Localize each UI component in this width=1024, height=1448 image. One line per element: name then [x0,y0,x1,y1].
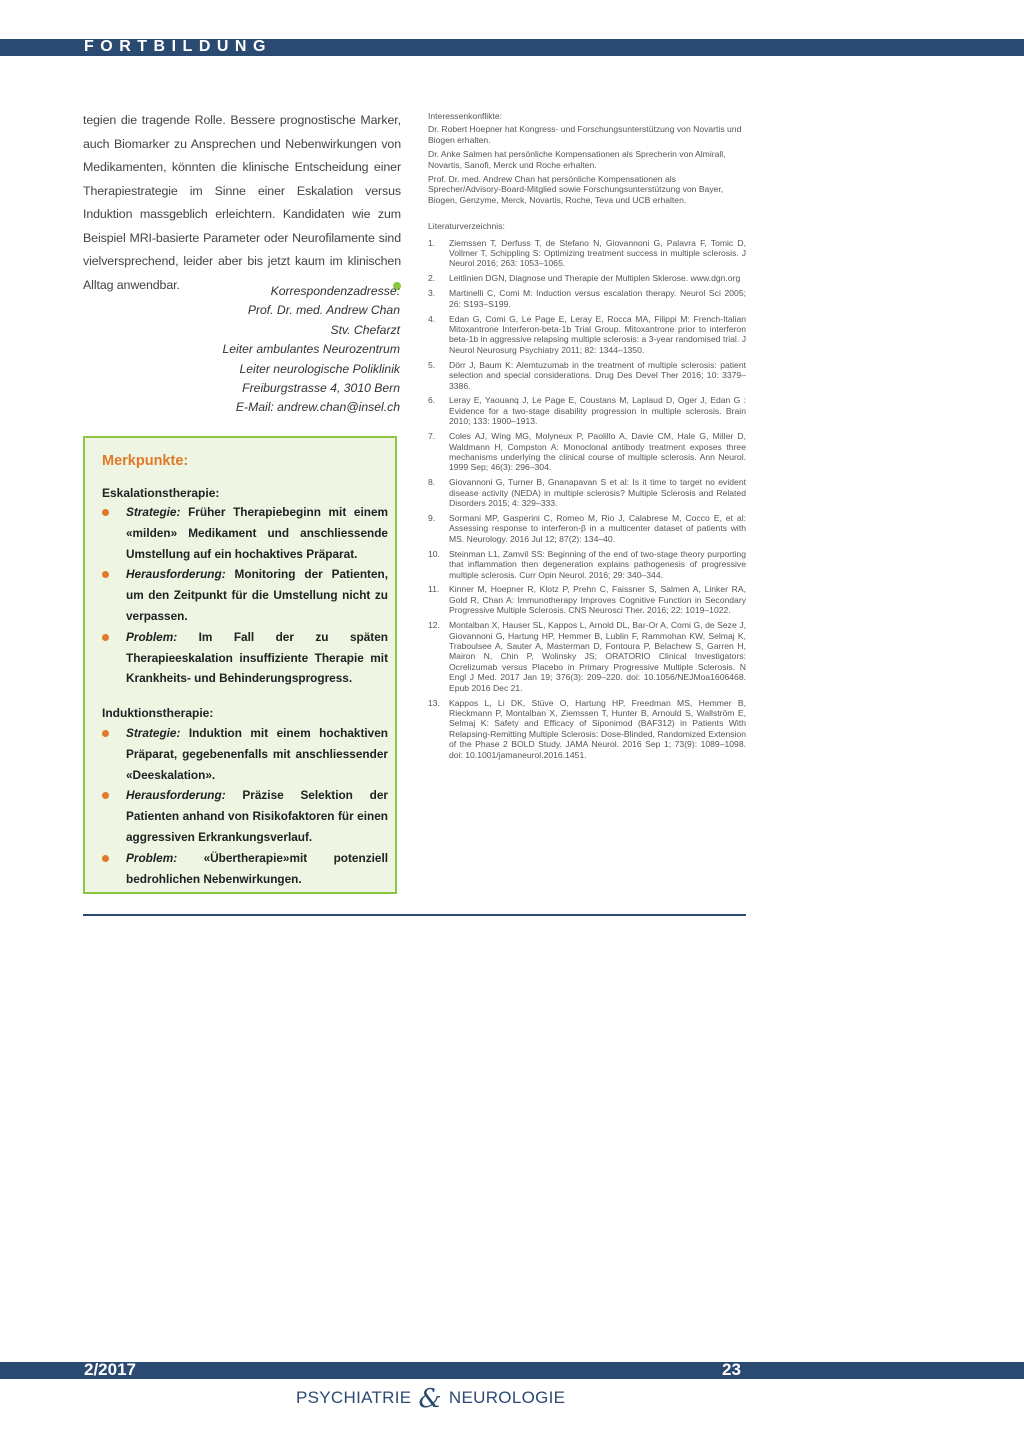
reference-item [428,620,746,693]
reference-text: Steinman L1, Zamvil SS: Beginning of the end of two-stage theory purporting that inflammation then degeneration explains pathogenesis of progressive multiple sclerosis. Curr Opin Neurol. 2016; 29: 340–344. [449,548,746,580]
reference-number: 4. [428,313,436,324]
reference-text: Edan G, Comi G, Le Page E, Leray E, Rocca MA, Filippi M: French-Italian Mitoxantrone Interferon-beta-1b Trial Group. Mitoxantrone prior to interferon beta-1b in aggressive relapsing multiple sclerosis: a 3-year randomised trial. J Neurol Neurosurg Psychiatry 2011; 82: 1344–1350. [449,313,746,355]
reference-number: 10. [428,548,440,559]
section-title: FORTBILDUNG [84,38,272,55]
list-item [102,627,388,689]
conflict-item: Prof. Dr. med. Andrew Chan hat persönliche Kompensationen als Sprecher/Advisory-Board-Mitglied sowie Forschungsunterstützung von Bayer, Biogen, Genzyme, Merck, Novartis, Roche, Teva und UCB erhalten. [428,174,724,205]
contact-email: E-Mail: andrew.chan@insel.ch [235,400,400,415]
conflicts-heading: Interessenkonflikte: [428,111,503,121]
reference-number: 8. [428,477,436,488]
journal-name-left: PSYCHIATRIE [296,1388,412,1407]
induction-heading: Induktionstherapie: [102,706,214,720]
reference-text: Dörr J, Baum K: Alemtuzumab in the treatment of multiple sclerosis: patient selection and special considerations. Drug Des Devel Ther 2016; 10: 3379–3386. [449,359,746,391]
item-label: Strategie: [126,726,181,740]
item-label: Problem: [126,850,178,865]
list-item [102,564,388,626]
item-text: «Übertherapie»mit potenziell bedrohlichen Nebenwirkungen. [126,850,388,886]
reference-item [428,431,746,473]
contact-line: Leiter neurologische Poliklinik [239,361,400,376]
contact-line: Freiburgstrasse 4, 3010 Bern [242,381,400,396]
reference-text: Kinner M, Hoepner R, Klotz P, Prehn C, Faissner S, Salmen A, Linker RA, Gold R, Chan A: Immunotherapy Improves Cognitive Function in Secondary Progressive Multiple Sclerosis. CNS Neurosci Ther. 2016; 22: 1019–1022. [449,584,746,616]
list-item [102,502,388,564]
reference-item [428,584,746,615]
journal-name-right: NEUROLOGIE [448,1388,566,1407]
item-label: Herausforderung: [126,567,226,582]
reference-number: 12. [428,620,440,631]
footer-bar [0,1362,1024,1379]
reference-number: 13. [428,697,440,708]
page-number: 23 [722,1360,741,1379]
reference-number: 6. [428,395,436,406]
reference-item [428,314,746,356]
reference-number: 7. [428,431,436,442]
reference-text: Ziemssen T, Derfuss T, de Stefano N, Giovannoni G, Palavra F, Tomic D, Vollmer T, Schippling S: Optimizing treatment success in multiple sclerosis. J Neurol 2016; 263: 1053–1065. [449,237,746,269]
contact-line: Korrespondenzadresse: [270,284,400,298]
contact-line: Leiter ambulantes Neurozentrum [222,342,400,357]
reference-item [428,477,746,508]
item-text: Induktion mit einem hochaktiven Präparat, gegebenenfalls mit anschliessender «Deeskalation». [126,726,388,782]
issue-number: 2/2017 [84,1360,136,1379]
item-label: Strategie: [126,505,181,519]
reference-item [428,273,746,283]
reference-text: Leitlinien DGN, Diagnose und Therapie der Multiplen Sklerose. www.dgn.org [449,273,741,284]
reference-item [428,395,746,426]
journal-logo [296,1380,566,1414]
bullet-icon [102,571,109,578]
reference-item [428,513,746,544]
reference-text: Martinelli C, Comi M: Induction versus escalation therapy. Neurol Sci 2005; 26: S193–S199. [449,288,746,309]
contact-line: Stv. Chefarzt [330,322,400,337]
contact-line: Prof. Dr. med. Andrew Chan [247,303,400,318]
reference-text: Sormani MP, Gasperini C, Romeo M, Rio J, Calabrese M, Cocco E, et al: Assessing response to interferon-β in a multicenter dataset of patients with MS. Neurology. 2016 Jul 12; 87(2): 134–40. [449,513,746,544]
journal-ampersand: & [418,1384,442,1414]
notes-column [428,111,746,764]
item-text: Früher Therapiebeginn mit einem «milden» Medikament und anschliessende Umstellung auf ein hochaktives Präparat. [126,505,388,561]
escalation-list [102,502,388,689]
bullet-icon [102,855,109,862]
item-text: Im Fall der zu späten Therapieeskalation insuffiziente Therapie mit Krankheits- und Behinderungsprogress. [126,629,388,686]
item-text: Präzise Selektion der Patienten anhand von Risikofaktoren für einen aggressiven Erkrankungsverlauf. [126,788,388,844]
escalation-heading: Eskalationstherapie: [102,486,220,500]
reference-item [428,360,746,391]
body-paragraph-text: tegien die tragende Rolle. Bessere prognostische Marker, auch Biomarker zu Ansprechen und Nebenwirkungen von Medikamenten, könnten die klinische Entscheidung einer Therapiestrategie im Sinne einer Eskalation versus Induktion massgeblich erleichtern. Kandidaten wie zum Beispiel MRI-basierte Parameter oder Neurofilamente sind vielversprechend, leider aber bis jetzt kaum im klinischen Alltag anwendbar. [83,113,401,292]
reference-text: Montalban X, Hauser SL, Kappos L, Arnold DL, Bar-Or A, Comi G, de Seze J, Giovannoni G, Hartung HP, Hemmer B, Lublin F, Rammohan KW, Selmaj K, Traboulsee A, Sauter A, Masterman D, Fontoura P, Belachew S, Garren H, Mairon N, Chin P, Wolinsky JS; ORATORIO Clinical Investigators: Ocrelizumab versus Placebo in Primary Progressive Multiple Sclerosis. N Engl J Med. 2017 Jan 19; 376(3): 209–220. doi: 10.1056/NEJMoa1606468. Epub 2016 Dec 21. [449,620,746,693]
bullet-icon [102,509,109,516]
induction-list [102,723,388,889]
reference-item [428,238,746,269]
key-points-title: Merkpunkte: [102,453,189,469]
item-label: Problem: [126,629,178,644]
reference-number: 2. [428,273,436,284]
reference-number: 9. [428,513,436,523]
body-paragraph [83,109,401,297]
reference-number: 1. [428,237,436,248]
reference-text: Kappos L, Li DK, Stüve O, Hartung HP, Freedman MS, Hemmer B, Rieckmann P, Montalban X, Ziemssen T, Hunter B, Arnould S, Wallström E, Selmaj K: Safety and Efficacy of Siponimod (BAF312) in Patients With Relapsing-Remitting Multiple Sclerosis: Dose-Blinded, Randomized Extension of the Phase 2 BOLD Study. JAMA Neurol. 2016 Sep 1; 73(9): 1089–1098. doi: 10.1001/jamaneurol.2016.1451. [449,697,746,760]
reference-number: 11. [428,584,440,595]
body-column [83,109,401,297]
reference-list [428,221,746,760]
reference-text: Giovannoni G, Turner B, Gnanapavan S et al: Is it time to target no evident disease activity (NEDA) in multiple sclerosis? Multiple Sclerosis and Related Disorders 2015; 4: 329–333. [449,477,746,509]
item-label: Herausforderung: [126,788,226,803]
reference-item [428,549,746,580]
bullet-icon [102,792,109,799]
reference-text: Leray E, Yaouanq J, Le Page E, Coustans M, Laplaud D, Oger J, Edan G : Evidence for a two-stage disability progression in multiple sclerosis. Brain 2010; 133: 1900–1913. [449,395,746,427]
correspondence-address [160,282,400,418]
key-points-box [83,436,397,894]
reference-number: 3. [428,288,436,299]
conflict-item: Dr. Anke Salmen hat persönliche Kompensationen als Sprecherin von Almirall, Novartis, Sanofi, Merck und Roche erhalten. [428,149,726,170]
divider [83,914,746,916]
reference-item [428,698,746,760]
list-item [102,723,388,785]
reference-item [428,288,746,309]
list-item [102,785,388,847]
list-item [102,848,388,890]
bullet-icon [102,730,109,737]
item-text: Monitoring der Patienten, um den Zeitpunkt für die Umstellung nicht zu verpassen. [126,567,388,623]
reference-number: 5. [428,359,436,370]
conflict-item: Dr. Robert Hoepner hat Kongress- und Forschungsunterstützung von Novartis und Biogen erhalten. [428,124,742,145]
bullet-icon [102,634,109,641]
reference-text: Coles AJ, Wing MG, Molyneux P, Paolillo A, Davie CM, Hale G, Miller D, Waldmann H, Compston A: Monoclonal antibody treatment exposes three mechanisms underlying the clinical course of multiple sclerosis. Ann Neurol. 1999 Sep; 46(3): 296–304. [449,431,746,473]
section-header-bar [0,39,1024,56]
references-heading: Literaturverzeichnis: [428,221,505,232]
